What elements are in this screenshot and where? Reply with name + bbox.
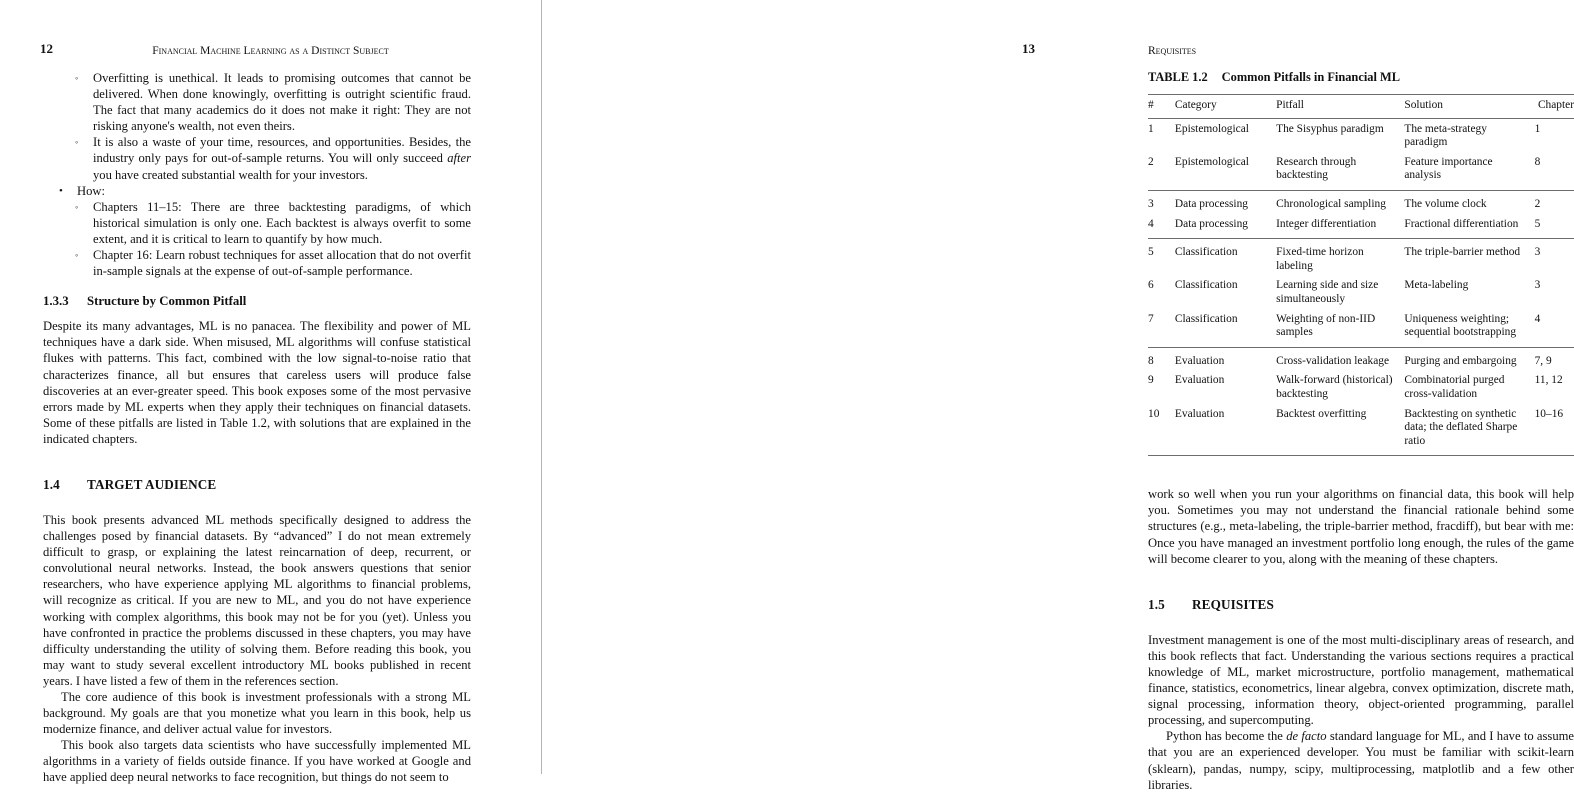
table-row <box>1148 275 1574 308</box>
cell-pitfall: Backtest overfitting <box>1276 404 1404 456</box>
cell-number: 6 <box>1148 279 1154 292</box>
left-page-number: 12 <box>40 41 53 56</box>
cell-number: 7 <box>1148 309 1175 348</box>
cell-pitfall: Research through backtesting <box>1276 152 1404 191</box>
cell-category: Evaluation <box>1174 374 1225 387</box>
cell-solution: Meta-labeling <box>1404 279 1469 292</box>
cell-pitfall: Weighting of non-IID samples <box>1276 309 1404 348</box>
filled-bullet-icon: • <box>59 184 63 197</box>
right-page <box>541 0 1574 792</box>
right-running-head: Requisites <box>1148 45 1197 57</box>
list-item-text: Chapter 16: Learn robust techniques for asset allocation that do not overfit in-sample signals at the expense of out-of-sample performance. <box>93 248 471 279</box>
hollow-bullet-icon: ◦ <box>75 137 79 148</box>
cell-solution: Feature importance analysis <box>1404 152 1534 191</box>
cell-chapter: 10–16 <box>1535 404 1574 456</box>
list-item <box>72 70 471 134</box>
cell-number: 2 <box>1148 152 1175 191</box>
cell-chapter: 1 <box>1534 122 1541 135</box>
right-page-column <box>1148 70 1574 793</box>
table-row <box>1148 118 1574 152</box>
column-header-number: # <box>1148 95 1175 119</box>
section-heading-1-4 <box>43 477 471 493</box>
table-row <box>1148 370 1574 403</box>
hollow-bullet-icon: ◦ <box>75 201 79 212</box>
cell-number: 8 <box>1148 354 1154 367</box>
cell-solution: Backtesting on synthetic data; the deflated Sharpe ratio <box>1404 404 1534 456</box>
paragraph: This book also targets data scientists who have successfully implemented ML algorithms in a variety of fields outside finance. If you have worked at Google and have applied deep neural networks to face recognition, but things do not seem to <box>43 738 471 785</box>
table-row <box>1148 404 1574 456</box>
cell-chapter: 2 <box>1534 197 1541 210</box>
cell-chapter: 3 <box>1534 279 1541 292</box>
table-row <box>1148 214 1574 239</box>
paragraph: work so well when you run your algorithms on financial data, this book will help you. Sometimes you may not understand the financial rationale behind some structures (e.g., meta-labeling, the triple-barrier method, fracdiff), but bear with me: Once you have managed an investment portfolio long enough, the rules of the game will become clearer to you, along with the meaning of these chapters. <box>1148 487 1574 566</box>
list-item <box>72 247 471 279</box>
cell-pitfall: Cross-validation leakage <box>1276 354 1390 367</box>
subsection-title: Structure by Common Pitfall <box>87 294 247 309</box>
heading-spacer <box>43 493 471 512</box>
left-running-head: Financial Machine Learning as a Distinct Subject <box>152 45 389 57</box>
section-heading-1-5 <box>1148 597 1574 613</box>
heading-spacer <box>1148 613 1574 632</box>
cell-solution: The volume clock <box>1404 197 1487 210</box>
cell-chapter: 11, 12 <box>1534 374 1563 387</box>
section-number: 1.4 <box>43 476 60 492</box>
table-row <box>1148 190 1574 213</box>
cell-category: Epistemological <box>1174 122 1249 135</box>
list-item-text-pre: It is also a waste of your time, resources, and opportunities. Besides, the industry only pays for out-of-sample returns. You will only succeed <box>93 135 471 166</box>
cell-pitfall: The Sisyphus paradigm <box>1276 122 1384 135</box>
cell-pitfall: Walk-forward (historical) backtesting <box>1276 374 1393 400</box>
table-title: Common Pitfalls in Financial ML <box>1221 70 1400 84</box>
cell-category: Data processing <box>1174 197 1248 210</box>
cell-number: 5 <box>1148 246 1154 259</box>
cell-solution: Purging and embargoing <box>1404 354 1517 367</box>
cell-category: Evaluation <box>1175 404 1276 456</box>
cell-category: Classification <box>1174 279 1238 292</box>
cell-number: 3 <box>1148 197 1154 210</box>
cell-category: Classification <box>1174 246 1238 259</box>
table-header-row <box>1148 95 1574 119</box>
list-item <box>72 134 471 182</box>
section-title: REQUISITES <box>1192 596 1274 612</box>
paragraph: Despite its many advantages, ML is no panacea. The flexibility and power of ML techniques have a dark side. When misused, ML algorithms will confuse statistical flukes with patterns. This fact, combined with the low signal-to-noise ratio that characterizes finance, all but ensures that careless users will produce false discoveries at an ever-greater speed. This book exposes some of the most pervasive errors made by ML experts when they apply their techniques on financial datasets. Some of these pitfalls are listed in Table 1.2, with solutions that are explained in the indicated chapters. <box>43 319 471 446</box>
section-number: 1.5 <box>1148 596 1165 612</box>
table-body <box>1148 118 1574 456</box>
pitfall-bullet-list <box>43 70 471 279</box>
cell-chapter: 3 <box>1534 246 1541 259</box>
column-header-solution: Solution <box>1404 95 1534 119</box>
column-header-chapter: Chapter <box>1535 95 1574 119</box>
hollow-bullet-icon: ◦ <box>75 250 79 261</box>
paragraph-text-post: standard language for ML, and I have to assume that you are an experienced developer. You must be familiar with scikit-learn (sklearn), pandas, numpy, scipy, multiprocessing, matplotlib and a few other libraries. <box>1148 729 1574 792</box>
cell-chapter: 8 <box>1535 152 1574 191</box>
left-page-column <box>43 70 471 786</box>
list-item-text: How: <box>77 183 105 198</box>
cell-solution: The triple-barrier method <box>1404 246 1521 259</box>
cell-solution: Fractional differentiation <box>1404 214 1534 239</box>
cell-solution: Combinatorial purged cross-validation <box>1404 374 1505 400</box>
subsection-heading-1-3-3 <box>43 293 471 309</box>
paragraph: This book presents advanced ML methods specifically designed to address the challenges posed by financial datasets. By “advanced” I do not mean extremely difficult to grasp, or explaining the latest reincarnation of deep, recurrent, or convolutional neural networks. Instead, the book answers questions that senior researchers, who have experience applying ML algorithms to financial problems, will recognize as critical. If you are new to ML, and you do not have experience working with complex algorithms, this book may not be for you (yet). Unless you have confronted in practice the problems discussed in these chapters, you may have difficulty understanding the utility of solving them. Before reading this book, you may want to study several excellent introductory ML books published in recent years. I have listed a few of them in the references section. <box>43 512 471 688</box>
table-row <box>1148 309 1574 348</box>
cell-chapter: 4 <box>1535 309 1574 348</box>
list-item-text: Overfitting is unethical. It leads to promising outcomes that cannot be delivered. When done knowingly, overfitting is outright scientific fraud. The fact that many academics do it does not make it right: They are not risking anyone's wealth, not even theirs. <box>93 71 471 134</box>
cell-category: Classification <box>1175 309 1276 348</box>
cell-pitfall: Fixed-time horizon labeling <box>1276 246 1364 272</box>
list-item-text-post: you have created substantial wealth for your investors. <box>93 167 368 182</box>
cell-category: Epistemological <box>1175 152 1276 191</box>
list-item-text: Chapters 11–15: There are three backtesting paradigms, of which historical simulation is only one. Each backtest is always overfit to some extent, and it is critical to learn to quantify by how much. <box>93 199 471 246</box>
table-caption <box>1148 70 1574 85</box>
cell-pitfall: Learning side and size simultaneously <box>1276 279 1379 305</box>
cell-pitfall: Integer differentiation <box>1276 214 1404 239</box>
table-label: TABLE 1.2 <box>1148 70 1208 84</box>
cell-chapter: 7, 9 <box>1534 354 1552 367</box>
cell-solution: The meta-strategy paradigm <box>1404 122 1487 149</box>
cell-number: 1 <box>1148 122 1154 135</box>
pitfalls-table <box>1148 94 1574 456</box>
paragraph: Investment management is one of the most multi-disciplinary areas of research, and this book reflects that fact. Understanding the various sections requires a practical knowledge of ML, market microstructure, portfolio management, mathematical finance, statistics, econometrics, linear algebra, convex optimization, discrete math, signal processing, information theory, object-oriented programming, parallel processing, and supercomputing. <box>1148 632 1574 728</box>
right-page-number: 13 <box>1022 41 1035 56</box>
list-item <box>55 183 471 199</box>
subsection-number: 1.3.3 <box>43 294 69 309</box>
table-row <box>1148 239 1574 276</box>
section-title: TARGET AUDIENCE <box>87 476 217 492</box>
paragraph-text-pre: Python has become the <box>1166 729 1287 744</box>
paragraph-text-emphasis: de facto <box>1286 729 1327 744</box>
left-page <box>0 0 541 785</box>
cell-solution: Uniqueness weighting; sequential bootstrapping <box>1404 309 1534 348</box>
table-row <box>1148 347 1574 370</box>
column-header-category: Category <box>1175 95 1276 119</box>
cell-chapter: 5 <box>1535 214 1574 239</box>
table-header <box>1148 95 1574 119</box>
table-row <box>1148 152 1574 191</box>
cell-pitfall: Chronological sampling <box>1276 197 1386 210</box>
cell-number: 4 <box>1148 214 1175 239</box>
list-item <box>72 199 471 247</box>
cell-category: Data processing <box>1175 214 1276 239</box>
cell-category: Evaluation <box>1174 354 1225 367</box>
hollow-bullet-icon: ◦ <box>75 73 79 83</box>
column-header-pitfall: Pitfall <box>1276 95 1404 119</box>
table-bottom-spacer <box>1148 456 1574 486</box>
section-spacer <box>1148 567 1574 597</box>
section-spacer <box>43 447 471 477</box>
paragraph <box>1148 728 1574 792</box>
cell-number: 10 <box>1148 404 1175 456</box>
paragraph: The core audience of this book is investment professionals with a strong ML background. My goals are that you monetize what you learn in this book, help us modernize finance, and deliver actual value for investors. <box>43 690 471 737</box>
list-item-text-emphasis: after <box>447 151 471 166</box>
cell-number: 9 <box>1148 374 1154 387</box>
